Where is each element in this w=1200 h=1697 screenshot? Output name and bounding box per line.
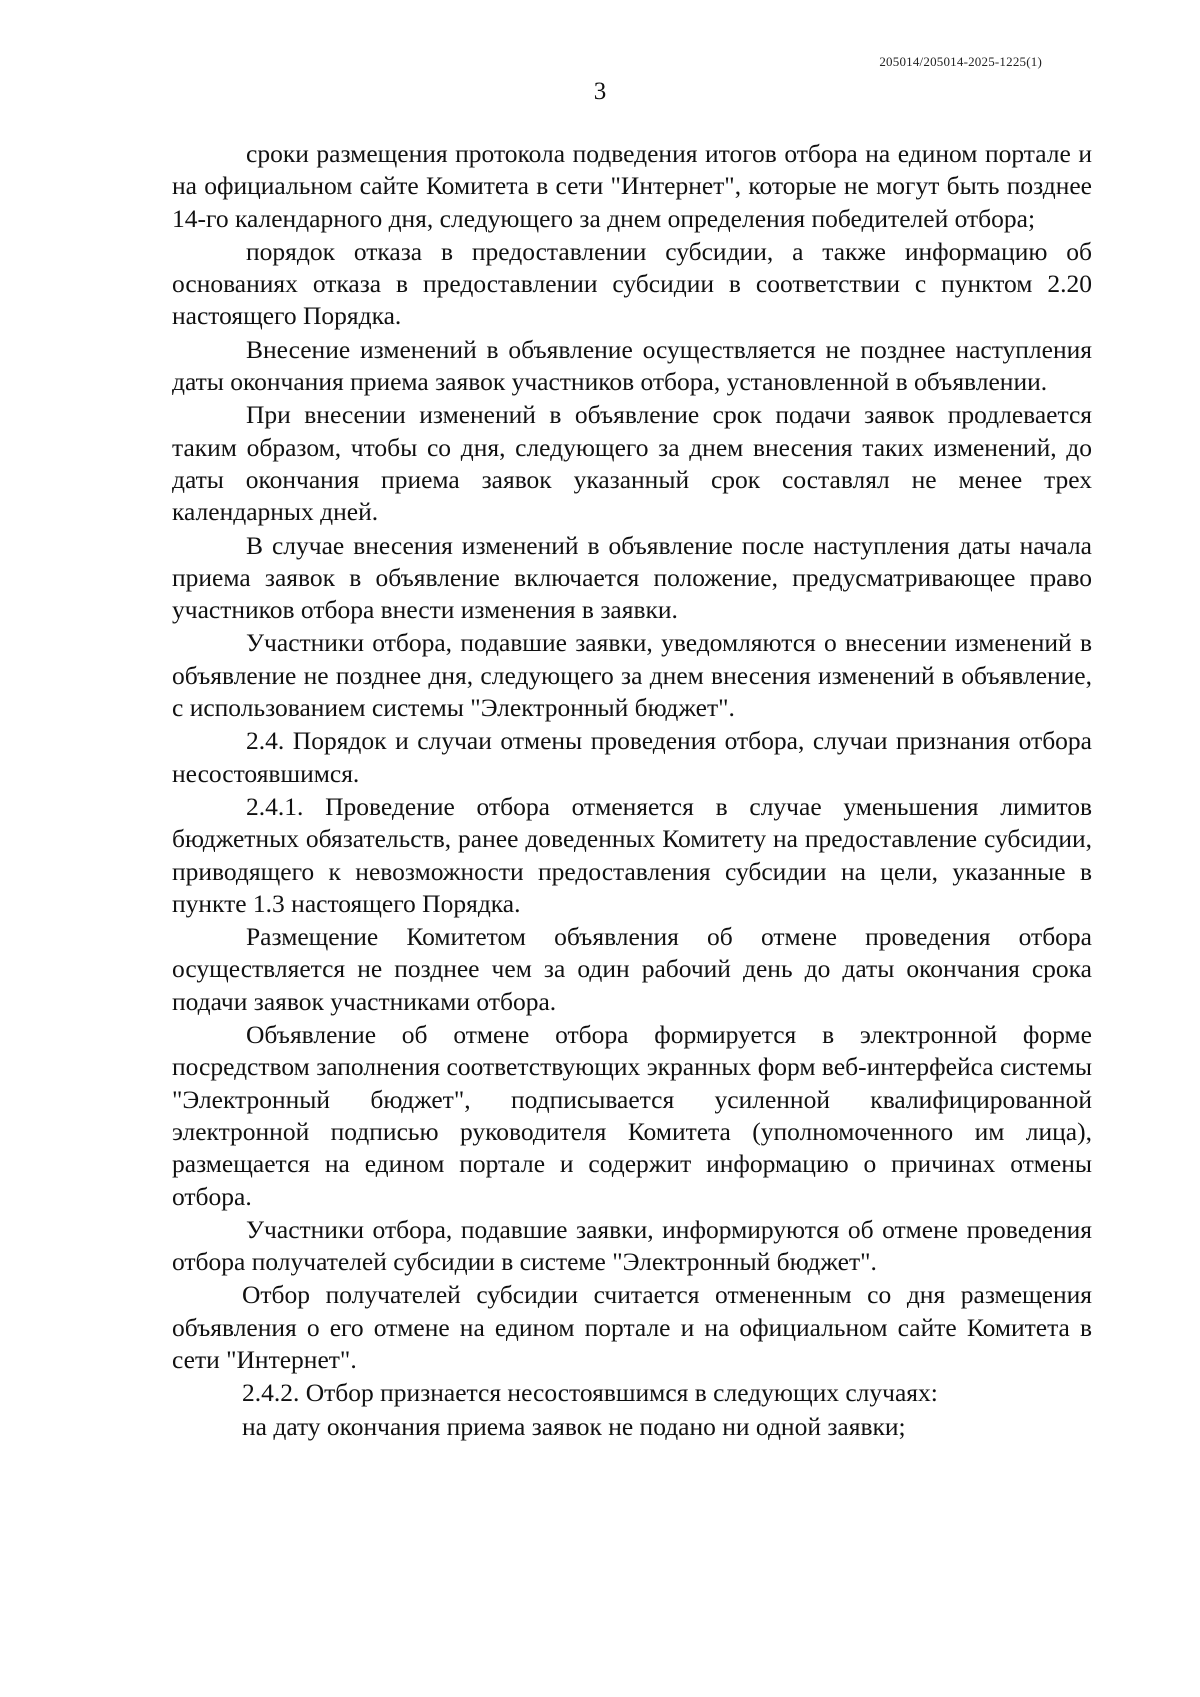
paragraph: Участники отбора, подавшие заявки, уведомляются о внесении изменений в объявление не позднее дня, следующего за днем внесения изменений в объявление, с использованием системы "Электронный бюджет". <box>172 628 1092 723</box>
paragraph-2-4-1: 2.4.1. Проведение отбора отменяется в случае уменьшения лимитов бюджетных обязательств, ранее доведенных Комитету на предоставление субсидии, приводящего к невозможности предоставления субсидии на цели, указанные в пункте 1.3 настоящего Порядка. <box>172 791 1092 918</box>
paragraph: Участники отбора, подавшие заявки, информируются об отмене проведения отбора получателей субсидии в системе "Электронный бюджет". <box>172 1214 1092 1277</box>
document-id: 205014/205014-2025-1225(1) <box>879 54 1042 69</box>
paragraph: Объявление об отмене отбора формируется в электронной форме посредством заполнения соответствующих экранных форм веб-интерфейса системы "Электронный бюджет", подписывается усиленной квалифицированной электронной подписью руководителя Комитета (уполномоченного им лица), размещается на едином портале и содержит информацию о причинах отмены отбора. <box>172 1020 1092 1211</box>
paragraph: сроки размещения протокола подведения итогов отбора на едином портале и на официальном сайте Комитета в сети "Интернет", которые не могут быть позднее 14-го календарного дня, следующего за днем определения победителей отбора; <box>172 139 1092 233</box>
document-body <box>172 138 1092 1443</box>
paragraph: При внесении изменений в объявление срок подачи заявок продлевается таким образом, чтобы со дня, следующего за днем внесения таких изменений, до даты окончания приема заявок указанный срок составлял не менее трех календарных дней. <box>172 400 1092 527</box>
page-number: 3 <box>593 78 607 105</box>
paragraph: Внесение изменений в объявление осуществляется не позднее наступления даты окончания приема заявок участников отбора, установленной в объявлении. <box>172 334 1092 397</box>
paragraph: В случае внесения изменений в объявление после наступления даты начала приема заявок в объявление включается положение, предусматривающее право участников отбора внести изменения в заявки. <box>172 530 1092 625</box>
paragraph-2-4-2: 2.4.2. Отбор признается несостоявшимся в следующих случаях: <box>242 1378 938 1408</box>
paragraph: порядок отказа в предоставлении субсидии, а также информацию об основаниях отказа в предоставлении субсидии в соответствии с пунктом 2.20 настоящего Порядка. <box>172 236 1092 331</box>
paragraph: Отбор получателей субсидии считается отмененным со дня размещения объявления о его отмене на едином портале и на официальном сайте Комитета в сети "Интернет". <box>172 1280 1092 1374</box>
list-item: на дату окончания приема заявок не подано ни одной заявки; <box>242 1411 906 1441</box>
paragraph: Размещение Комитетом объявления об отмене проведения отбора осуществляется не позднее чем за один рабочий день до даты окончания срока подачи заявок участниками отбора. <box>172 922 1092 1016</box>
section-heading-2-4: 2.4. Порядок и случаи отмены проведения отбора, случаи признания отбора несостоявшимся. <box>172 726 1092 788</box>
